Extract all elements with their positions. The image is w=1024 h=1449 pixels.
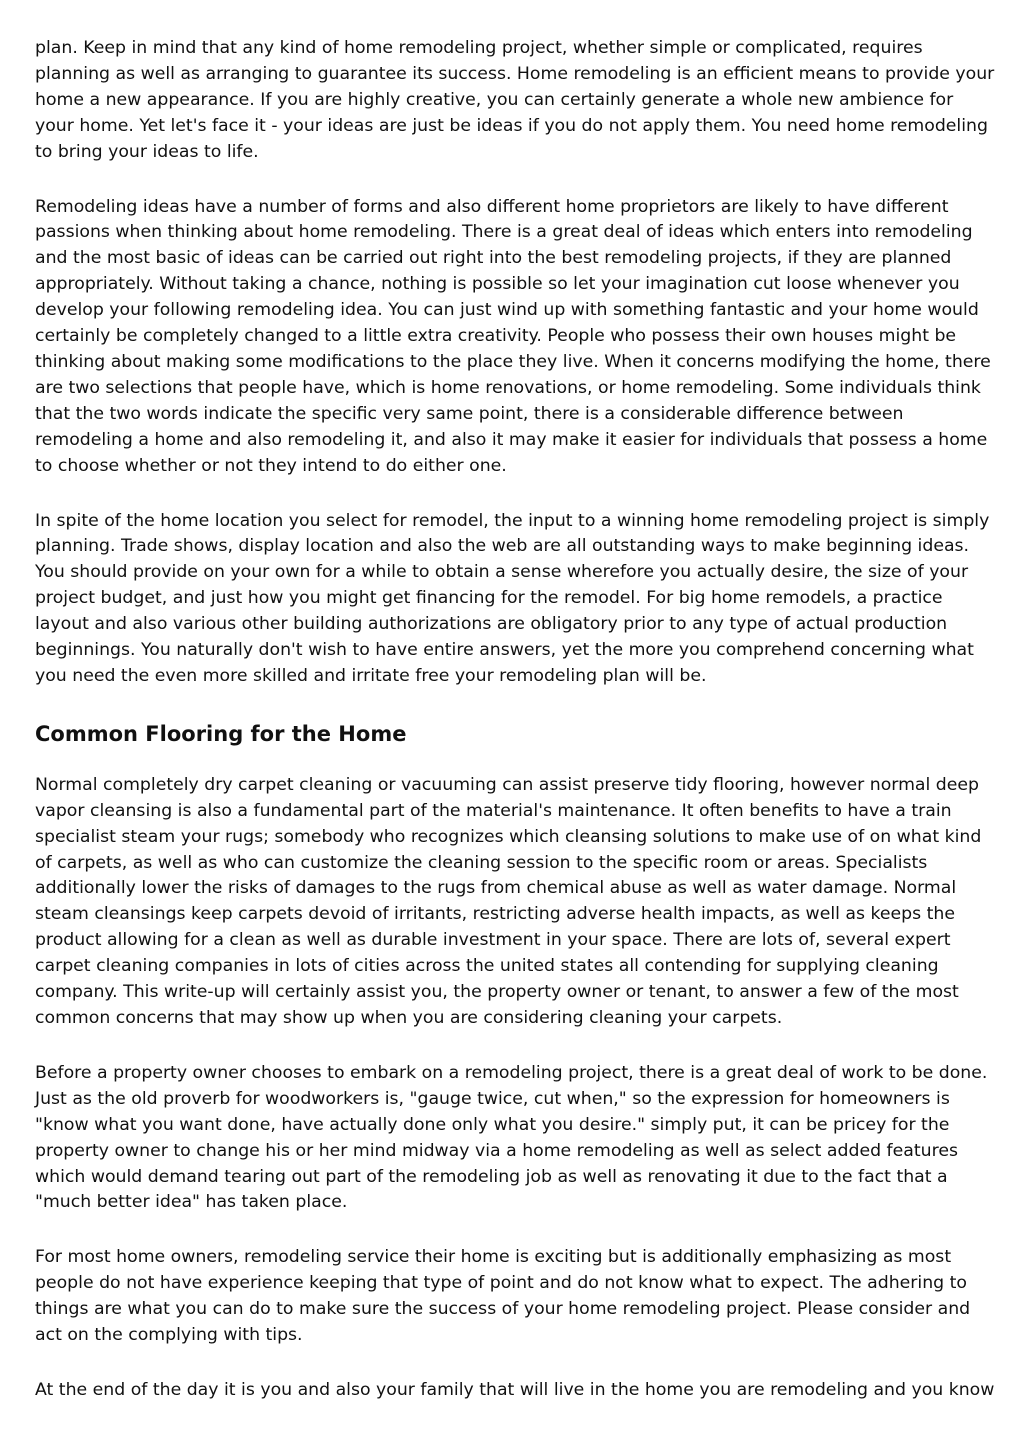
paragraph: For most home owners, remodeling service their home is exciting but is additionally emphasizing as most people do not have experience keeping that type of point and do not know what to expect. The adhering to things are what you can do to make sure the success of your home remodeling project. Please consider and act on the complying with tips.: [35, 1247, 971, 1346]
article-body: [35, 36, 995, 1433]
section-heading: Common Flooring for the Home: [35, 721, 407, 746]
paragraph: In spite of the home location you select for remodel, the input to a winning home remodeling project is simply planning. Trade shows, display location and also the web are all outstanding ways to make beginning ideas. You should provide on your own for a while to obtain a sense wherefore you actually desire, the size of your project budget, and just how you might get financing for the remodel. For big home remodels, a practice layout and also various other building authorizations are obligatory prior to any type of actual production beginnings. You naturally don't wish to have entire answers, yet the more you comprehend concerning what you need the even more skilled and irritate free your remodeling plan will be.: [35, 510, 990, 686]
paragraph: Normal completely dry carpet cleaning or vacuuming can assist preserve tidy flooring, however normal deep vapor cleansing is also a fundamental part of the material's maintenance. It often benefits to have a train specialist steam your rugs; somebody who recognizes which cleansing solutions to make use of on what kind of carpets, as well as who can customize the cleaning session to the specific room or areas. Specialists additionally lower the risks of damages to the rugs from chemical abuse as well as water damage. Normal steam cleansings keep carpets devoid of irritants, restricting adverse health impacts, as well as keeps the product allowing for a clean as well as durable investment in your space. There are lots of, several expert carpet cleaning companies in lots of cities across the united states all contending for supplying cleaning company. This write-up will certainly assist you, the property owner or tenant, to answer a few of the most common concerns that may show up when you are considering cleaning your carpets.: [35, 774, 982, 1028]
paragraph: Remodeling ideas have a number of forms and also different home proprietors are likely to have different passions when thinking about home remodeling. There is a great deal of ideas which enters into remodeling and the most basic of ideas can be carried out right into the best remodeling projects, if they are planned appropriately. Without taking a chance, nothing is possible so let your imagination cut loose whenever you develop your following remodeling idea. You can just wind up with something fantastic and your home would certainly be completely changed to a little extra creativity. People who possess their own houses might be thinking about making some modifications to the place they live. When it concerns modifying the home, there are two selections that people have, which is home renovations, or home remodeling. Some individuals think that the two words indicate the specific very same point, there is a considerable difference between remodeling a home and also remodeling it, and also it may make it easier for individuals that possess a home to choose whether or not they intend to do either one.: [35, 196, 991, 476]
paragraph: plan. Keep in mind that any kind of home remodeling project, whether simple or complicated, requires planning as well as arranging to guarantee its success. Home remodeling is an efficient means to provide your home a new appearance. If you are highly creative, you can certainly generate a whole new ambience for your home. Yet let's face it - your ideas are just be ideas if you do not apply them. You need home remodeling to bring your ideas to life.: [35, 38, 995, 162]
paragraph: Before a property owner chooses to embark on a remodeling project, there is a great deal of work to be done. Just as the old proverb for woodworkers is, "gauge twice, cut when," so the expression for homeowners is "know what you want done, have actually done only what you desire." simply put, it can be pricey for the property owner to change his or her mind midway via a home remodeling as well as select added features which would demand tearing out part of the remodeling job as well as renovating it due to the fact that a "much better idea" has taken place.: [35, 1062, 988, 1213]
paragraph: At the end of the day it is you and also your family that will live in the home you are remodeling and you know: [35, 1379, 995, 1400]
